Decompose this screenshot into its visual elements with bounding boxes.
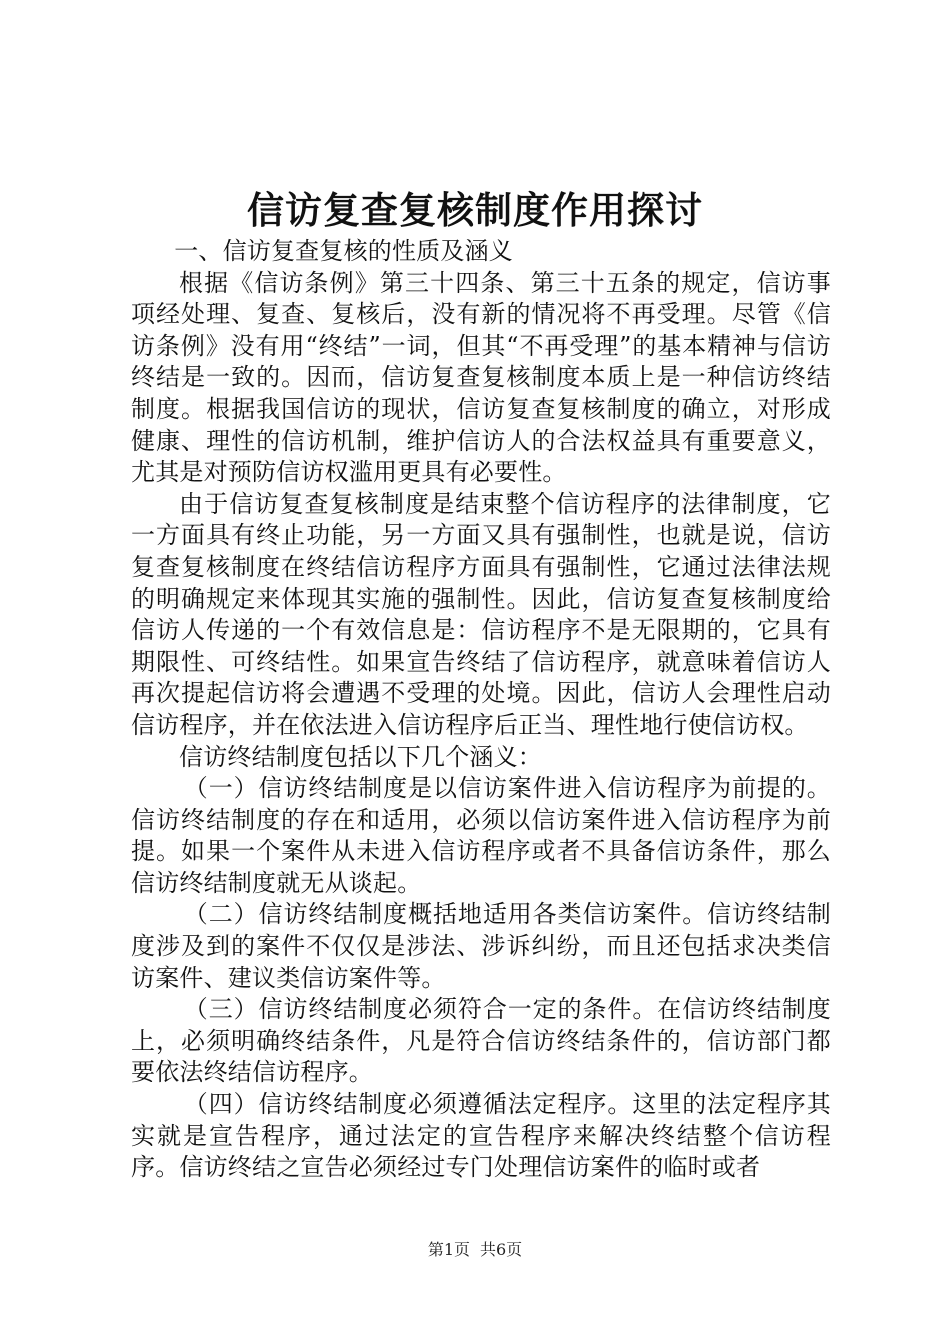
list-item: （四）信访终结制度必须遵循法定程序。这里的法定程序其实就是宣告程序，通过法定的宣告程序来解决终结整个信访程序。信访终结之宣告必须经过专门处理信访案件的临时或者 [131,1090,831,1182]
paragraph: 由于信访复查复核制度是结束整个信访程序的法律制度，它一方面具有终止功能，另一方面又具有强制性，也就是说，信访复查复核制度在终结信访程序方面具有强制性，它通过法律法规的明确规定来体现其实施的强制性。因此，信访复查复核制度给信访人传递的一个有效信息是：信访程序不是无限期的，它具有期限性、可终结性。如果宣告终结了信访程序，就意味着信访人再次提起信访将会遭遇不受理的处境。因此，信访人会理性启动信访程序，并在依法进入信访程序后正当、理性地行使信访权。 [131,489,831,739]
section-heading: 一、信访复查复核的性质及涵义 [174,237,513,265]
document-title: 信访复查复核制度作用探讨 [247,188,703,232]
document-body [131,236,831,1184]
page-footer [0,1240,950,1260]
page-total: 共6页 [480,1240,523,1259]
list-item: （二）信访终结制度概括地适用各类信访案件。信访终结制度涉及到的案件不仅仅是涉法、涉诉纠纷，而且还包括求决类信访案件、建议类信访案件等。 [131,900,831,992]
paragraph: 信访终结制度包括以下几个涵义： [179,742,542,771]
list-item: （三）信访终结制度必须符合一定的条件。在信访终结制度上，必须明确终结条件，凡是符合信访终结条件的，信访部门都要依法终结信访程序。 [131,995,831,1087]
paragraph: 根据《信访条例》第三十四条、第三十五条的规定，信访事项经处理、复查、复核后，没有新的情况将不再受理。尽管《信访条例》没有用“终结”一词，但其“不再受理”的基本精神与信访终结是一致的。因而，信访复查复核制度本质上是一种信访终结制度。根据我国信访的现状，信访复查复核制度的确立，对形成健康、理性的信访机制，维护信访人的合法权益具有重要意义，尤其是对预防信访权滥用更具有必要性。 [131,268,831,487]
list-item: （一）信访终结制度是以信访案件进入信访程序为前提的。信访终结制度的存在和适用，必须以信访案件进入信访程序为前提。如果一个案件从未进入信访程序或者不具备信访条件，那么信访终结制度就无从谈起。 [131,774,831,897]
page-number: 第1页 [427,1240,470,1259]
